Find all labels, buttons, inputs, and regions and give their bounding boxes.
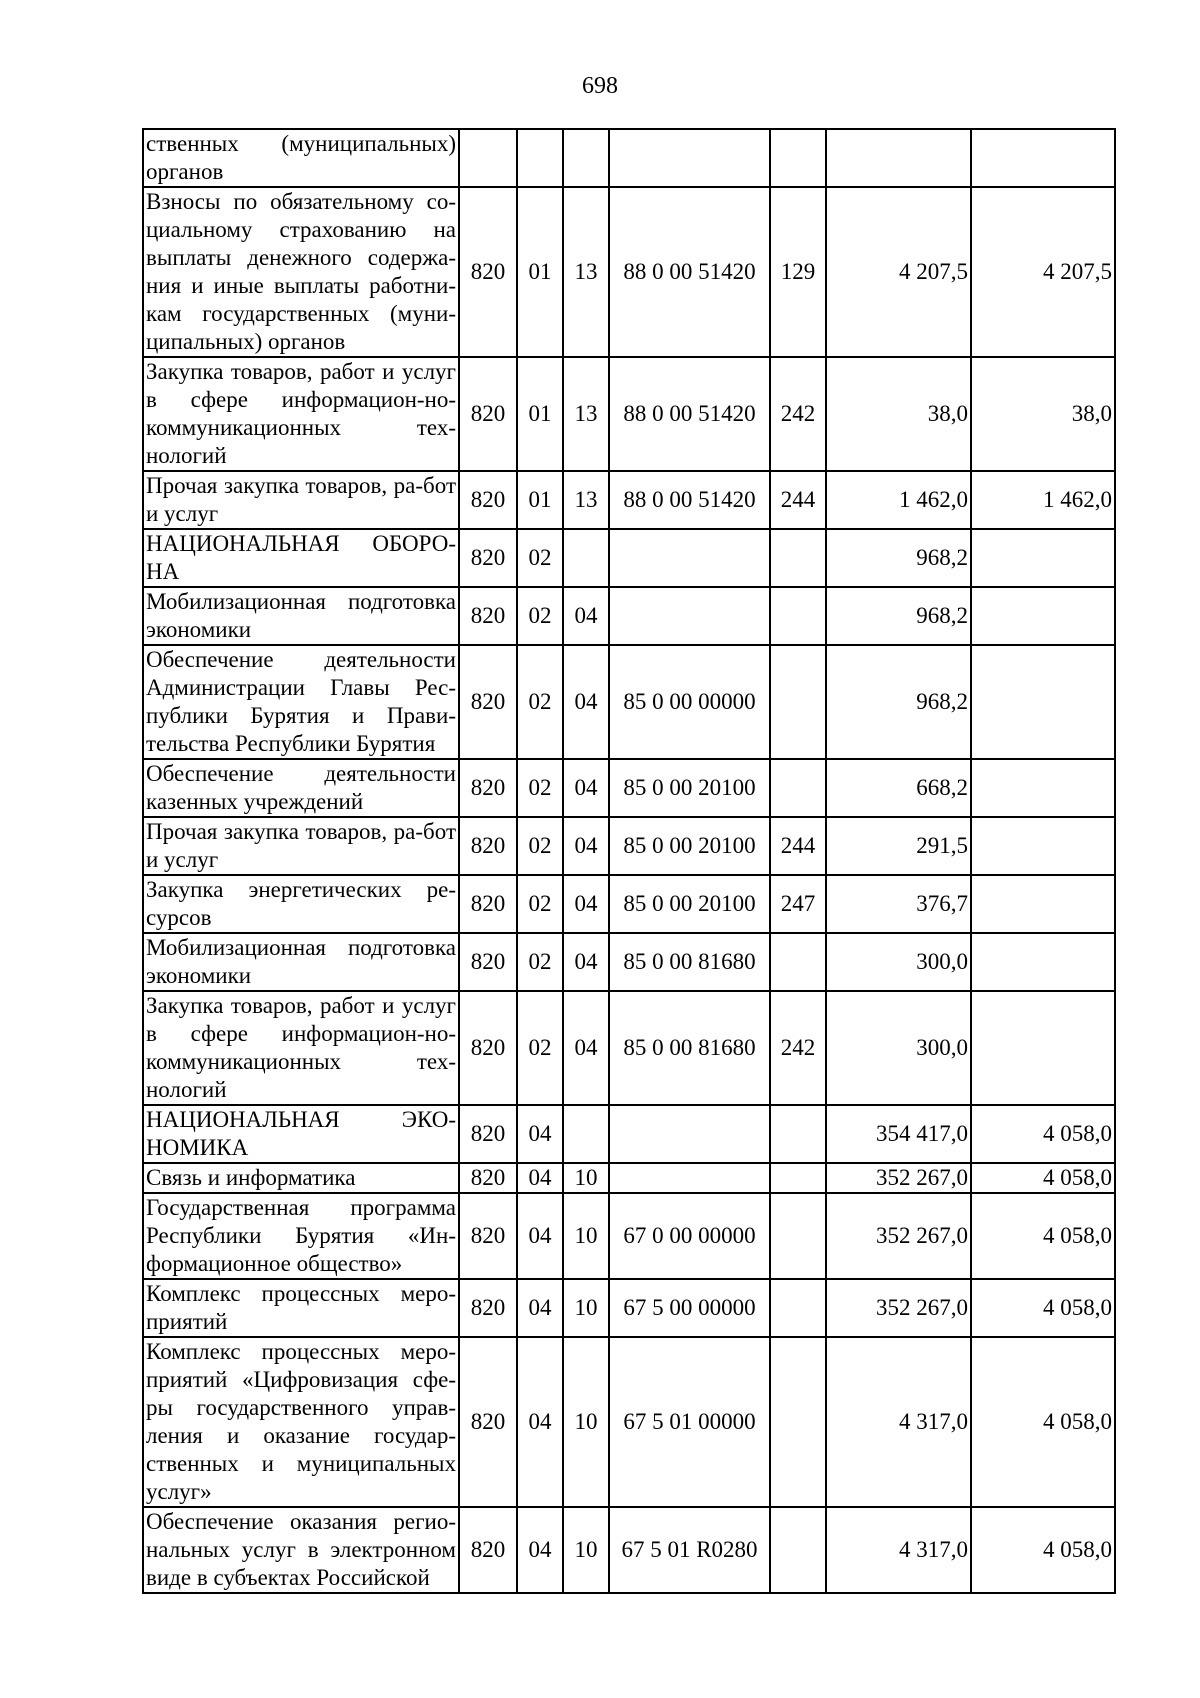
expense-type bbox=[770, 759, 826, 817]
amount-total: 4 207,5 bbox=[826, 187, 971, 357]
amount-total: 352 267,0 bbox=[826, 1193, 971, 1279]
expense-type: 129 bbox=[770, 187, 826, 357]
subsection-code bbox=[563, 529, 609, 587]
subsection-code: 04 bbox=[563, 933, 609, 991]
table-row bbox=[143, 587, 1115, 645]
row-label: Мобилизационная подготовка экономики bbox=[143, 933, 459, 991]
subsection-code: 04 bbox=[563, 991, 609, 1105]
amount-total: 4 317,0 bbox=[826, 1507, 971, 1593]
expense-type bbox=[770, 933, 826, 991]
expense-type: 244 bbox=[770, 817, 826, 875]
row-label: НАЦИОНАЛЬНАЯ ЭКО-НОМИКА bbox=[143, 1105, 459, 1163]
subsection-code: 13 bbox=[563, 187, 609, 357]
subsection-code: 13 bbox=[563, 471, 609, 529]
ministry-code: 820 bbox=[459, 529, 517, 587]
expense-type: 247 bbox=[770, 875, 826, 933]
target-article: 85 0 00 20100 bbox=[609, 875, 770, 933]
ministry-code: 820 bbox=[459, 759, 517, 817]
row-label: Обеспечение деятельности казенных учреждений bbox=[143, 759, 459, 817]
ministry-code: 820 bbox=[459, 991, 517, 1105]
amount-total: 968,2 bbox=[826, 529, 971, 587]
target-article: 85 0 00 00000 bbox=[609, 645, 770, 759]
amount-federal bbox=[971, 529, 1115, 587]
amount-federal bbox=[971, 817, 1115, 875]
amount-total: 968,2 bbox=[826, 587, 971, 645]
amount-federal: 4 058,0 bbox=[971, 1279, 1115, 1337]
target-article: 67 0 00 00000 bbox=[609, 1193, 770, 1279]
table-row bbox=[143, 933, 1115, 991]
amount-total bbox=[826, 129, 971, 187]
table-row bbox=[143, 1337, 1115, 1507]
table-row bbox=[143, 187, 1115, 357]
row-label: Закупка товаров, работ и услуг в сфере информацион-но-коммуникационных тех-нологий bbox=[143, 357, 459, 471]
ministry-code: 820 bbox=[459, 587, 517, 645]
subsection-code: 04 bbox=[563, 587, 609, 645]
ministry-code: 820 bbox=[459, 933, 517, 991]
section-code: 01 bbox=[517, 357, 563, 471]
subsection-code: 04 bbox=[563, 875, 609, 933]
target-article bbox=[609, 529, 770, 587]
amount-federal: 4 058,0 bbox=[971, 1337, 1115, 1507]
amount-federal bbox=[971, 587, 1115, 645]
section-code: 02 bbox=[517, 875, 563, 933]
amount-federal: 4 058,0 bbox=[971, 1163, 1115, 1193]
table-row bbox=[143, 875, 1115, 933]
section-code: 02 bbox=[517, 817, 563, 875]
table-row bbox=[143, 1193, 1115, 1279]
table-row bbox=[143, 1507, 1115, 1593]
expense-type bbox=[770, 1105, 826, 1163]
section-code: 01 bbox=[517, 187, 563, 357]
target-article: 67 5 01 R0280 bbox=[609, 1507, 770, 1593]
expense-type bbox=[770, 1193, 826, 1279]
target-article: 67 5 00 00000 bbox=[609, 1279, 770, 1337]
amount-federal bbox=[971, 645, 1115, 759]
target-article: 88 0 00 51420 bbox=[609, 471, 770, 529]
target-article bbox=[609, 129, 770, 187]
row-label: Государственная программа Республики Бурятия «Ин-формационное общество» bbox=[143, 1193, 459, 1279]
section-code: 01 bbox=[517, 471, 563, 529]
ministry-code: 820 bbox=[459, 1337, 517, 1507]
table-row bbox=[143, 645, 1115, 759]
table-row bbox=[143, 529, 1115, 587]
expense-type bbox=[770, 1279, 826, 1337]
subsection-code: 10 bbox=[563, 1163, 609, 1193]
ministry-code: 820 bbox=[459, 471, 517, 529]
subsection-code: 04 bbox=[563, 645, 609, 759]
ministry-code bbox=[459, 129, 517, 187]
target-article: 67 5 01 00000 bbox=[609, 1337, 770, 1507]
ministry-code: 820 bbox=[459, 1105, 517, 1163]
section-code: 02 bbox=[517, 933, 563, 991]
table-row bbox=[143, 759, 1115, 817]
section-code: 04 bbox=[517, 1507, 563, 1593]
expense-type: 242 bbox=[770, 357, 826, 471]
section-code: 02 bbox=[517, 587, 563, 645]
row-label: Мобилизационная подготовка экономики bbox=[143, 587, 459, 645]
amount-total: 1 462,0 bbox=[826, 471, 971, 529]
amount-total: 968,2 bbox=[826, 645, 971, 759]
section-code: 04 bbox=[517, 1105, 563, 1163]
row-label: Обеспечение деятельности Администрации Главы Рес-публики Бурятия и Прави-тельства Республики Бурятия bbox=[143, 645, 459, 759]
amount-federal: 4 058,0 bbox=[971, 1507, 1115, 1593]
table-row bbox=[143, 1279, 1115, 1337]
amount-federal: 4 058,0 bbox=[971, 1193, 1115, 1279]
expense-type bbox=[770, 645, 826, 759]
amount-total: 352 267,0 bbox=[826, 1163, 971, 1193]
target-article: 85 0 00 81680 bbox=[609, 991, 770, 1105]
subsection-code bbox=[563, 129, 609, 187]
ministry-code: 820 bbox=[459, 1279, 517, 1337]
amount-total: 668,2 bbox=[826, 759, 971, 817]
section-code: 04 bbox=[517, 1163, 563, 1193]
table-row bbox=[143, 357, 1115, 471]
row-label: Взносы по обязательному со-циальному страхованию на выплаты денежного содержа-ния и иные выплаты работни-кам государственных (муни-ципальных) органов bbox=[143, 187, 459, 357]
ministry-code: 820 bbox=[459, 817, 517, 875]
section-code: 04 bbox=[517, 1279, 563, 1337]
subsection-code: 10 bbox=[563, 1279, 609, 1337]
table-row bbox=[143, 991, 1115, 1105]
expense-type bbox=[770, 1163, 826, 1193]
section-code: 02 bbox=[517, 529, 563, 587]
section-code: 04 bbox=[517, 1337, 563, 1507]
amount-total: 300,0 bbox=[826, 991, 971, 1105]
ministry-code: 820 bbox=[459, 1193, 517, 1279]
amount-federal bbox=[971, 875, 1115, 933]
budget-table bbox=[142, 128, 1116, 1594]
target-article bbox=[609, 1163, 770, 1193]
amount-federal: 38,0 bbox=[971, 357, 1115, 471]
section-code: 02 bbox=[517, 759, 563, 817]
ministry-code: 820 bbox=[459, 875, 517, 933]
row-label: Закупка энергетических ре-сурсов bbox=[143, 875, 459, 933]
row-label: Обеспечение оказания регио-нальных услуг в электронном виде в субъектах Российской bbox=[143, 1507, 459, 1593]
ministry-code: 820 bbox=[459, 1163, 517, 1193]
ministry-code: 820 bbox=[459, 1507, 517, 1593]
expense-type bbox=[770, 1337, 826, 1507]
target-article: 88 0 00 51420 bbox=[609, 357, 770, 471]
expense-type: 242 bbox=[770, 991, 826, 1105]
ministry-code: 820 bbox=[459, 187, 517, 357]
row-label: Связь и информатика bbox=[143, 1163, 459, 1193]
subsection-code: 10 bbox=[563, 1337, 609, 1507]
target-article: 85 0 00 20100 bbox=[609, 759, 770, 817]
expense-type bbox=[770, 529, 826, 587]
amount-federal: 4 207,5 bbox=[971, 187, 1115, 357]
row-label: Комплекс процессных меро-приятий «Цифровизация сфе-ры государственного управ-ления и оказание государ-ственных и муниципальных услуг» bbox=[143, 1337, 459, 1507]
expense-type bbox=[770, 1507, 826, 1593]
row-label: Прочая закупка товаров, ра-бот и услуг bbox=[143, 817, 459, 875]
amount-federal bbox=[971, 933, 1115, 991]
amount-federal bbox=[971, 991, 1115, 1105]
amount-total: 291,5 bbox=[826, 817, 971, 875]
expense-type bbox=[770, 587, 826, 645]
table-row bbox=[143, 129, 1115, 187]
amount-federal: 1 462,0 bbox=[971, 471, 1115, 529]
row-label: Закупка товаров, работ и услуг в сфере информацион-но-коммуникационных тех-нологий bbox=[143, 991, 459, 1105]
section-code bbox=[517, 129, 563, 187]
subsection-code: 04 bbox=[563, 759, 609, 817]
page-number: 698 bbox=[582, 73, 618, 99]
target-article bbox=[609, 587, 770, 645]
amount-total: 300,0 bbox=[826, 933, 971, 991]
subsection-code: 04 bbox=[563, 817, 609, 875]
amount-total: 352 267,0 bbox=[826, 1279, 971, 1337]
section-code: 04 bbox=[517, 1193, 563, 1279]
table-row bbox=[143, 1163, 1115, 1193]
target-article: 85 0 00 20100 bbox=[609, 817, 770, 875]
amount-federal: 4 058,0 bbox=[971, 1105, 1115, 1163]
target-article: 88 0 00 51420 bbox=[609, 187, 770, 357]
table-row bbox=[143, 471, 1115, 529]
row-label: Комплекс процессных меро-приятий bbox=[143, 1279, 459, 1337]
subsection-code: 13 bbox=[563, 357, 609, 471]
amount-total: 354 417,0 bbox=[826, 1105, 971, 1163]
target-article bbox=[609, 1105, 770, 1163]
subsection-code: 10 bbox=[563, 1507, 609, 1593]
amount-total: 38,0 bbox=[826, 357, 971, 471]
amount-total: 376,7 bbox=[826, 875, 971, 933]
amount-total: 4 317,0 bbox=[826, 1337, 971, 1507]
amount-federal bbox=[971, 759, 1115, 817]
section-code: 02 bbox=[517, 645, 563, 759]
expense-type bbox=[770, 129, 826, 187]
subsection-code: 10 bbox=[563, 1193, 609, 1279]
table-row bbox=[143, 1105, 1115, 1163]
target-article: 85 0 00 81680 bbox=[609, 933, 770, 991]
amount-federal bbox=[971, 129, 1115, 187]
subsection-code bbox=[563, 1105, 609, 1163]
row-label: НАЦИОНАЛЬНАЯ ОБОРО-НА bbox=[143, 529, 459, 587]
section-code: 02 bbox=[517, 991, 563, 1105]
ministry-code: 820 bbox=[459, 645, 517, 759]
ministry-code: 820 bbox=[459, 357, 517, 471]
row-label: Прочая закупка товаров, ра-бот и услуг bbox=[143, 471, 459, 529]
table-row bbox=[143, 817, 1115, 875]
row-label: ственных (муниципальных) органов bbox=[143, 129, 459, 187]
expense-type: 244 bbox=[770, 471, 826, 529]
